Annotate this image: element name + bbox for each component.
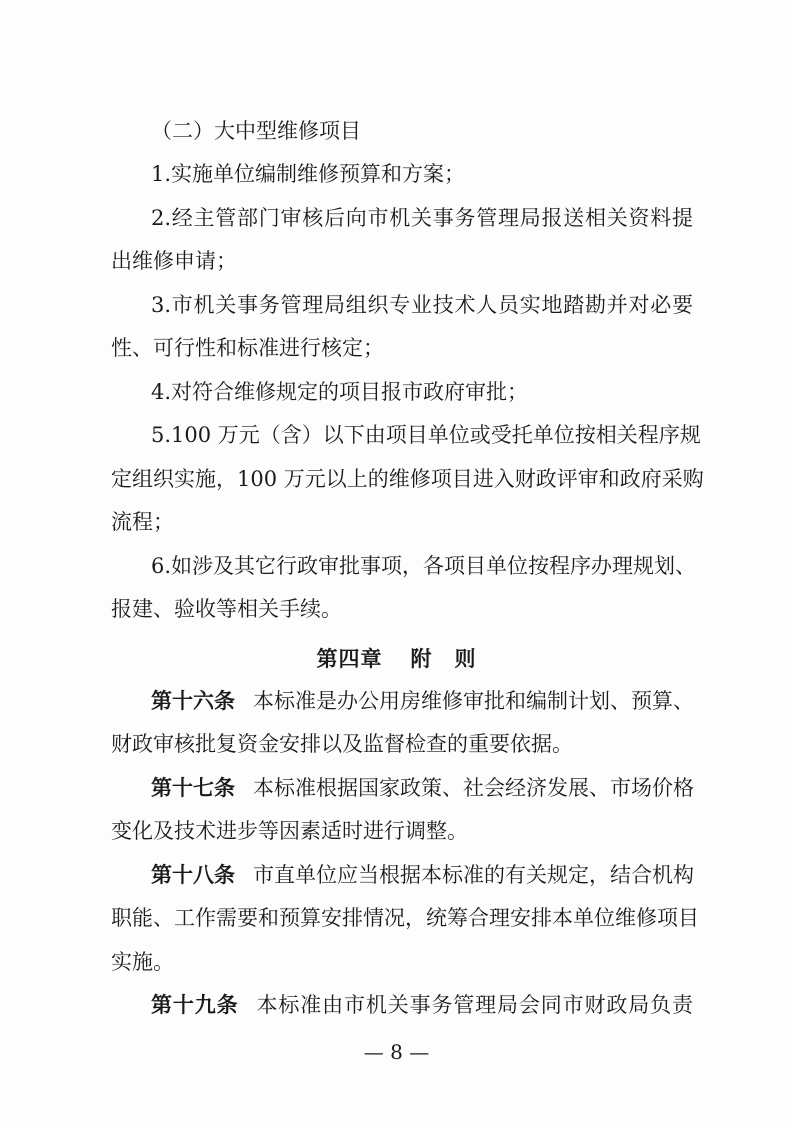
step-3-line-2: 性、可行性和标准进行核定； [111, 336, 384, 360]
section-heading: （二）大中型维修项目 [151, 119, 361, 143]
step-2-line-1: 2.经主管部门审核后向市机关事务管理局报送相关资料提 [151, 206, 693, 230]
chapter-number: 第四章 [316, 647, 383, 671]
article-18 [151, 860, 693, 890]
article-17-label: 第十七条 [151, 776, 235, 800]
article-16-label: 第十六条 [151, 689, 235, 713]
article-17 [151, 773, 693, 803]
step-1-line-1: 1.实施单位编制维修预算和方案； [151, 162, 466, 186]
step-6-line-1: 6.如涉及其它行政审批事项，各项目单位按程序办理规划、 [151, 554, 697, 578]
step-2-line-2: 出维修申请； [111, 249, 237, 273]
article-18-label: 第十八条 [151, 863, 235, 887]
article-19-text: 本标准由市机关事务管理局会同市财政局负责 [256, 993, 694, 1017]
article-18-text: 市直单位应当根据本标准的有关规定，结合机构 [253, 863, 694, 887]
step-5-line-1: 5.100 万元（含）以下由项目单位或受托单位按相关程序规 [151, 423, 701, 447]
article-18-line-2: 职能、工作需要和预算安排情况，统筹合理安排本单位维修项目 [111, 906, 699, 930]
article-19 [151, 990, 693, 1020]
article-17-line-2: 变化及技术进步等因素适时进行调整。 [111, 819, 468, 843]
article-19-label: 第十九条 [151, 993, 239, 1017]
step-6-line-2: 报建、验收等相关手续。 [111, 597, 342, 621]
article-18-line-3: 实施。 [111, 950, 174, 974]
step-5-line-3: 流程； [111, 510, 174, 534]
article-16-line-2: 财政审核批复资金安排以及监督检查的重要依据。 [111, 732, 573, 756]
article-16 [151, 686, 693, 716]
step-4-line-1: 4.对符合维修规定的项目报市政府审批； [151, 380, 529, 404]
step-3-line-1: 3.市机关事务管理局组织专业技术人员实地踏勘并对必要 [151, 293, 693, 317]
chapter-heading [0, 644, 793, 674]
article-16-text: 本标准是办公用房维修审批和编制计划、预算、 [253, 689, 694, 713]
page-number: — 8 — [363, 1040, 430, 1064]
chapter-title: 附 则 [410, 647, 477, 671]
step-5-line-2: 定组织实施，100 万元以上的维修项目进入财政评审和政府采购 [111, 467, 704, 491]
article-17-text: 本标准根据国家政策、社会经济发展、市场价格 [253, 776, 694, 800]
